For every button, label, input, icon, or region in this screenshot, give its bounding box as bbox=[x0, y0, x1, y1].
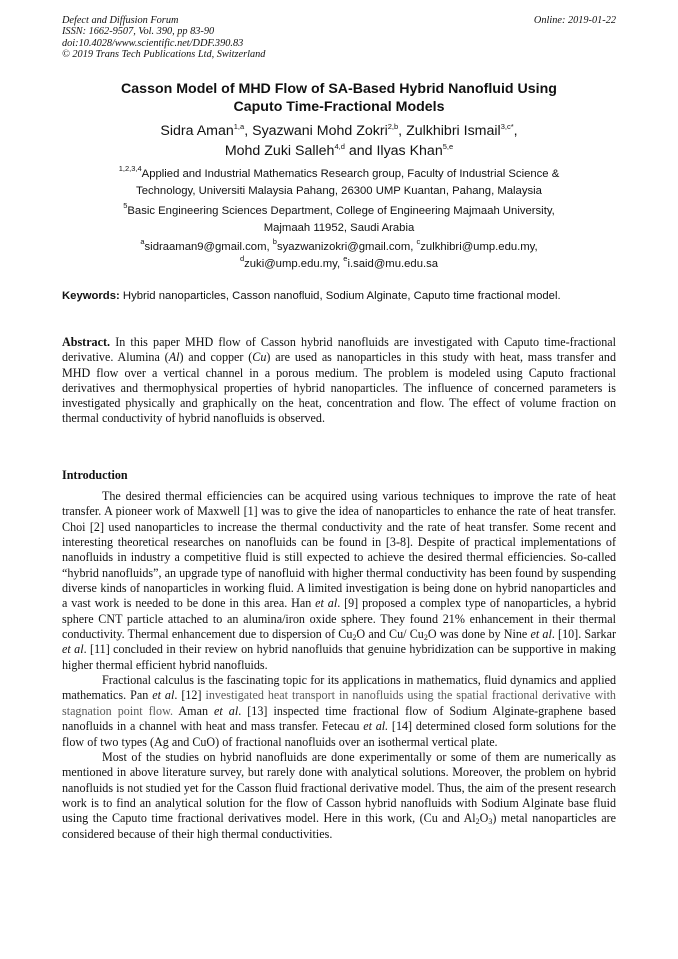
journal-name: Defect and Diffusion Forum bbox=[62, 15, 179, 26]
running-header bbox=[62, 15, 616, 61]
title-line-2: Caputo Time-Fractional Models bbox=[233, 99, 445, 115]
author-name: Ilyas Khan bbox=[376, 142, 443, 159]
affiliation-2: $^5$Basic Engineering Sciences Department, College of Engineering Majmaah University, Majmaah 11952, Saudi Arabia bbox=[123, 201, 555, 234]
highlighted-text: investigated heat transport in nanofluids using the spatial fractional derivative with stagnation point flow. bbox=[62, 688, 616, 718]
email-link[interactable]: sidraaman9@gmail.com, bbox=[144, 241, 270, 253]
email-list: $^a$sidraaman9@gmail.com, $^b$syazwanizokri@gmail.com, $^c$zulkhibri@ump.edu.my, $^d$zuki@ump.edu.my, $^e$i.said@mu.edu.sa bbox=[140, 237, 538, 270]
abstract-label: Abstract. bbox=[62, 335, 111, 349]
keywords-text: Hybrid nanoparticles, Casson nanofluid, Sodium Alginate, Caputo time fractional model. bbox=[122, 290, 561, 302]
paper-title bbox=[62, 80, 616, 116]
author-line-2: Mohd Zuki Salleh$^{4,d}$ and Ilyas Khan$^{5,e}$ bbox=[224, 141, 454, 159]
title-line-1: Casson Model of MHD Flow of SA-Based Hybrid Nanofluid Using bbox=[121, 81, 557, 97]
paragraph-3: Most of the studies on hybrid nanofluids are done experimentally or some of them are numerically as mentioned in above literature survey, but rarely done with analytical solutions. Moreover, the problem on hybrid nanofluids is not studied yet for the Casson fluid fractional derivative model. Thus, the aim of the present research work is to find an analytical solution for the flow of Casson hybrid nanofluids with Sodium Alginate base fluid using the Caputo time fractional derivatives model. Here in this work, (Cu and $Al_2O_3$) metal nanoparticles are considered because of their high thermal conductivities. bbox=[62, 749, 616, 841]
author-line-1: Sidra Aman$^{1,a}$, Syazwani Mohd Zokri$^{2,b}$, Zulkhibri Ismail$^{3,c*}$, bbox=[160, 122, 518, 139]
keywords-label: Keywords: bbox=[62, 290, 120, 302]
author-name: Zulkhibri Ismail bbox=[406, 123, 501, 139]
email-link[interactable]: zulkhibri@ump.edu.my, bbox=[420, 241, 538, 253]
online-date: Online: 2019-01-22 bbox=[533, 15, 616, 26]
copyright-line: © 2019 Trans Tech Publications Ltd, Switzerland bbox=[62, 49, 266, 61]
author-affil-sup: 5,e bbox=[442, 141, 454, 151]
affiliation-1: $^{1,2,3,4}$Applied and Industrial Mathematics Research group, Faculty of Industrial Science & Technology, Universiti Malaysia Pahang, 26300 UMP Kuantan, Pahang, Malaysia bbox=[118, 164, 560, 197]
abstract-section: Abstract. In this paper MHD flow of Casson hybrid nanofluids are investigated with Caputo time-fractional derivative. Alumina (Al) and copper (Cu) are used as nanoparticles in this study with heat, mass transfer and MHD flow over a vertical channel in a porous medium. The problem is modeled using Caputo fractional derivatives and thermophysical properties of hybrid nanoparticles. The influence of concerned parameters is investigated physically and graphically on the heat, concentration and flow. The effect of volume fraction on thermal conductivity of hybrid nanofluids is observed. bbox=[62, 335, 617, 426]
introduction-body bbox=[62, 489, 616, 842]
paragraph-2: Fractional calculus is the fascinating topic for its applications in mathematics, fluid dynamics and applied mathematics. Pan et al. [12] investigated heat transport in nanofluids using the spatial fractional derivative with stagnation point flow. Aman et al. [13] inspected time fractional flow of Sodium Alginate-graphene based nanofluids in a channel with heat and mass transfer. Fetecau et al. [14] determined closed form solutions for the flow of two types (Ag and CuO) of fractional nanofluids over an isothermal vertical plate. bbox=[62, 673, 616, 749]
issn-line: ISSN: 1662-9507, Vol. 390, pp 83-90 bbox=[62, 26, 215, 38]
keywords-section bbox=[62, 288, 616, 304]
paragraph-1: The desired thermal efficiencies can be acquired using various techniques to improve the rate of heat transfer. A pioneer work of Maxwell [1] was to give the idea of nanoparticles to enhance the rate of heat transfer. Choi [2] used nanoparticles to increase the thermal conductivity and the rate of heat transfer. Some recent and interesting theoretical researches on nanofluids can be found in [3-8]. Despite of practical implementations of nanofluids in industry a competitive fluid is still expected to achieve the desired thermal efficiencies. So-called “hybrid nanofluids”, an upgrade type of nanofluid with higher thermal conductivity has been found by suspending diverse kinds of nanoparticles in working fluid. A limited investigation is being done on hybrid nanoparticles and a vast work is needed to be done in this area. Han et al. [9] proposed a complex type of nanoparticles, a hybrid sphere CNT particle attached to an alumina/iron oxide sphere. They found 21% enhancement in their thermal conductivity. Thermal enhancement due to dispersion of $Cu_2O$ and Cu/ $Cu_2O$ was done by Nine et al. [10]. Sarkar et al. [11] concluded in their review on hybrid nanofluids that genuine hybridization can be supportive in making higher thermal efficient hybrid nanofluids. bbox=[62, 489, 616, 672]
author-name: Mohd Zuki Salleh bbox=[224, 142, 335, 159]
author-affil-sup: 2,b bbox=[387, 122, 399, 131]
author-affil-sup: 4,d bbox=[334, 141, 345, 151]
author-affil-sup: 1,a bbox=[233, 122, 245, 131]
email-link[interactable]: syazwanizokri@gmail.com, bbox=[276, 241, 414, 253]
introduction-heading: Introduction bbox=[62, 468, 128, 482]
email-link[interactable]: zuki@ump.edu.my, bbox=[244, 257, 341, 270]
author-name: Syazwani Mohd Zokri bbox=[252, 123, 388, 139]
author-list bbox=[62, 122, 616, 162]
email-link[interactable]: i.said@mu.edu.sa bbox=[347, 257, 439, 270]
author-name: Sidra Aman bbox=[160, 123, 234, 139]
doi-line: doi:10.4028/www.scientific.net/DDF.390.83 bbox=[62, 37, 244, 49]
author-affil-sup: 3,c* bbox=[500, 122, 514, 131]
